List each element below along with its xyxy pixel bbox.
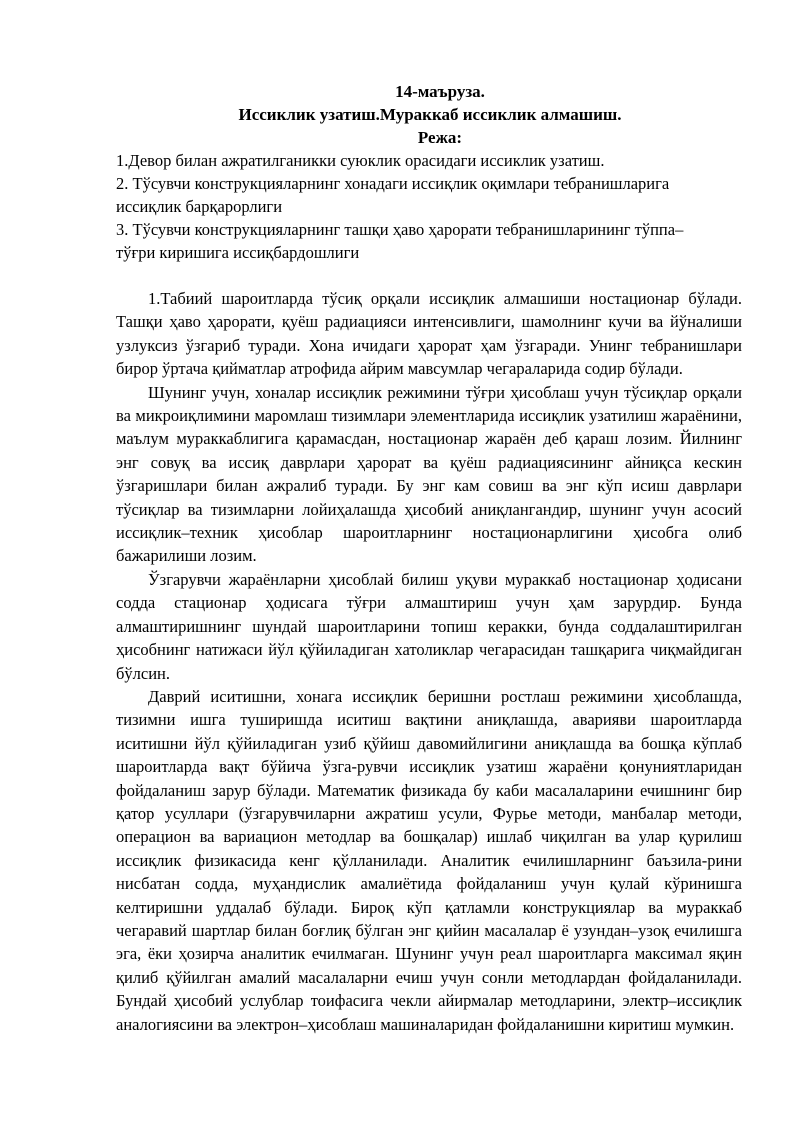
paragraph: Даврий иситишни, хонага иссиқлик беришни ростлаш режимини ҳисоблашда, тизимни ишга туширишда иситиш вақтини аниқлашда, аварияви шароитларда иситишни йўл қўйиладиган узиб қўйиш давомийлигини аниқлашда ва бошқа кўплаб шароитларда вақт бўйича ўзга-рувчи иссиқлик узатиш жараёни қонуниятларидан фойдаланиш зарур бўлади. Математик физикада бу каби масалаларини ечишнинг бир қатор усуллари (ўзгарувчиларни ажратиш усули, Фурье методи, манбалар методи, операцион ва вариацион методлар ва бошқалар) ишлаб чиқилган ва улар қурилиш иссиқлик физикасида кенг қўлланилади. Аналитик ечилишларнинг баъзила-рини нисбатан содда, муҳандислик амалиётида фойдаланиш учун қулай кўринишга келтиришни уддалаб бўлади. Бироқ кўп қатламли конструкциялар ва мураккаб чегаравий шартлар билан боғлиқ бўлган энг қийин масалалар ё узундан–узоқ ечилишга эга, ёки ҳозирча аналитик ечилмаган. Шунинг учун реал шароитларга максимал яқин қилиб қўйилган амалий масалаларни ечиш учун сонли методлардан фойдаланилади. Бундай ҳисобий услублар тоифасига чекли айирмалар методларини, электр–иссиқлик аналогиясини ва электрон–ҳисоблаш машиналаридан фойдаланишни киритиш мумкин. xyxy=(116,686,742,1034)
plan-item: 3. Тўсувчи конструкцияларнинг ташқи ҳаво ҳарорати тебранишларининг тўппа–тўғри киришига иссиқбардошлиги xyxy=(116,220,684,262)
paragraph: Ўзгарувчи жараёнларни ҳисоблай билиш уқуви мураккаб ностационар ҳодисани содда стационар ҳодисага тўғри алмаштириш учун ҳам зарурдир. Бунда алмаштиришнинг шундай шароитларини топиш керакки, бунда соддалаштирилган ҳисобнинг натижаси йўл қўйиладиган хатоликлар чегарасидан ташқарига чиқмайдиган бўлсин. xyxy=(116,569,742,683)
plan-label: Режа: xyxy=(417,128,463,147)
lecture-topic: Иссиклик узатиш.Мураккаб иссиклик алмашиш. xyxy=(238,105,622,124)
paragraph: 1.Табиий шароитларда тўсиқ орқали иссиқлик алмашиши ностационар бўлади. Ташқи ҳаво ҳарорати, қуёш радиацияси интенсивлиги, шамолнинг кучи ва йўналиши узлуксиз ўзгариб туради. Хона ичидаги ҳарорат ҳам ўзгаради. Унинг тебранишлари бирор ўртача қийматлар атрофида айрим мавсумлар чегараларида содир бўлади. xyxy=(116,289,742,379)
lecture-body xyxy=(116,287,742,1036)
lecture-number: 14-маъруза. xyxy=(395,82,485,101)
paragraph: Шунинг учун, хоналар иссиқлик режимини тўғри ҳисоблаш учун тўсиқлар орқали ва микроиқлимини маромлаш тизимлари элементларида иссиқлик узатилиш жараёнини, маълум мураккаблигига қарамасдан, ностационар жараён деб қараш лозим. Йилнинг энг совуқ ва иссиқ даврлари ҳарорат ва қуёш радиациясининг айниқса кескин ўзгаришлари билан ажралиб туради. Бу энг кам совиш ва энг кўп исиш даврлари тўсиқлар ва тизимларни лойиҳалашда ҳисобий аниқлангандир, шунинг учун асосий иссиқлик–техник ҳисоблар шароитларнинг ностационарлигини ҳисобга олиб бажарилиши лозим. xyxy=(116,382,742,566)
plan-list xyxy=(116,149,716,264)
plan-item: 1.Девор билан ажратилганикки суюклик орасидаги иссиклик узатиш. xyxy=(116,151,605,170)
plan-item: 2. Тўсувчи конструкцияларнинг хонадаги иссиқлик оқимлари тебранишларига иссиқлик барқарорлиги xyxy=(116,174,670,216)
